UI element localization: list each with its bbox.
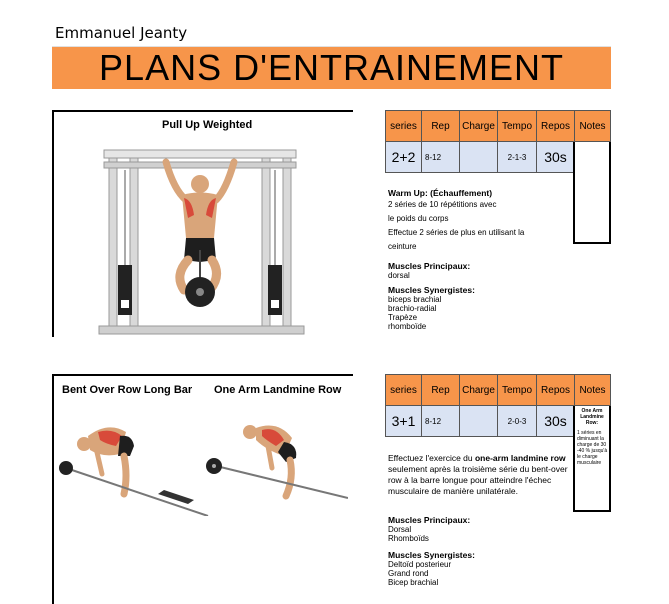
col-header-notes: Notes — [575, 375, 611, 406]
cell-tempo: 2-1-3 — [498, 142, 537, 173]
principal-title: Muscles Principaux: — [388, 261, 471, 271]
exercise-1-warmup — [388, 188, 568, 252]
exercise-2-image-panel — [52, 374, 353, 604]
col-header-rep: Rep — [422, 375, 460, 406]
muscle-item: biceps brachial — [388, 295, 442, 304]
desc-text: seulement après la troisième série du bent-over row à la barre longue pour atteindre l'échec musculaire de manière unilatérale. — [388, 464, 568, 496]
muscle-item: Rhomboïds — [388, 534, 429, 543]
warmup-line: le poids du corps — [388, 214, 449, 223]
muscle-item: Dorsal — [388, 525, 412, 534]
cell-series: 3+1 — [386, 406, 422, 437]
exercise-2-notes-box — [573, 406, 611, 512]
col-header-charge: Charge — [460, 111, 498, 142]
synergist-title: Muscles Synergistes: — [388, 550, 475, 560]
col-header-charge: Charge — [460, 375, 498, 406]
warmup-title: Warm Up: (Échauffement) — [388, 188, 493, 198]
warmup-line: 2 séries de 10 répétitions avec — [388, 200, 497, 209]
exercise-1-title: Pull Up Weighted — [162, 119, 253, 131]
exercise-2-description — [388, 453, 570, 497]
note-body: 1 séries en diminuant la charge de 30 -40 % jusqu'à le charge musculaire — [577, 430, 608, 466]
exercise-2-title-left: Bent Over Row Long Bar — [62, 384, 193, 396]
col-header-series: series — [386, 111, 422, 142]
warmup-line: Effectue 2 séries de plus en utilisant la — [388, 228, 525, 237]
col-header-notes: Notes — [575, 111, 611, 142]
col-header-rep: Rep — [422, 111, 460, 142]
muscle-item: Bicep brachial — [388, 578, 439, 587]
cell-series: 2+2 — [386, 142, 422, 173]
pull-up-illustration — [94, 140, 314, 336]
col-header-series: series — [386, 375, 422, 406]
author-name: Emmanuel Jeanty — [55, 24, 188, 42]
exercise-1-notes-box — [573, 142, 611, 244]
cell-repos: 30s — [537, 406, 575, 437]
page-title: PLANS D'ENTRAINEMENT — [52, 46, 611, 89]
synergist-title: Muscles Synergistes: — [388, 285, 475, 295]
col-header-repos: Repos — [537, 375, 575, 406]
muscle-item: dorsal — [388, 271, 410, 280]
desc-highlight: one-arm landmine row — [474, 453, 566, 463]
exercise-1-image-panel — [52, 110, 353, 337]
exercise-2-muscles — [388, 516, 568, 587]
cell-repos: 30s — [537, 142, 575, 173]
exercise-2-title-right: One Arm Landmine Row — [214, 384, 342, 396]
cell-charge — [460, 142, 498, 173]
muscle-item: Trapèze — [388, 313, 418, 322]
muscle-item: brachio-radial — [388, 304, 437, 313]
cell-tempo: 2-0-3 — [498, 406, 537, 437]
col-header-tempo: Tempo — [498, 375, 537, 406]
muscle-item: Grand rond — [388, 569, 429, 578]
col-header-tempo: Tempo — [498, 111, 537, 142]
cell-rep: 8-12 — [422, 406, 460, 437]
col-header-repos: Repos — [537, 111, 575, 142]
muscle-item: rhomboïde — [388, 322, 427, 331]
row-illustration — [58, 406, 348, 516]
cell-charge — [460, 406, 498, 437]
exercise-1-muscles — [388, 262, 568, 331]
note-title: One Arm Landmine Row: — [580, 408, 604, 426]
principal-title: Muscles Principaux: — [388, 515, 471, 525]
warmup-line: ceinture — [388, 242, 417, 251]
muscle-item: Deltoïd posterieur — [388, 560, 452, 569]
cell-rep: 8-12 — [422, 142, 460, 173]
desc-text: Effectuez l'exercice du — [388, 453, 475, 463]
